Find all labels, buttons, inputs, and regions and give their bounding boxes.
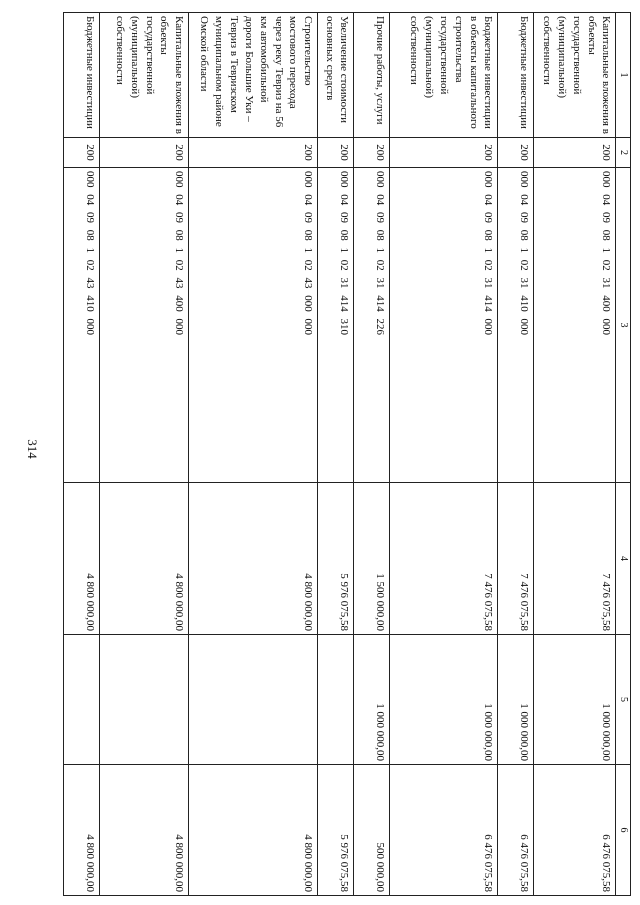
column-header: 1	[616, 13, 631, 138]
row-budget-code: 000 04 09 08 1 02 43 410 000	[64, 168, 100, 483]
row-code-200: 200	[189, 138, 318, 168]
header-row	[616, 13, 631, 896]
table-row	[318, 13, 354, 896]
row-value-4: 5 976 075,58	[318, 483, 354, 635]
row-budget-code: 000 04 09 08 1 02 43 000 000	[189, 168, 318, 483]
row-value-4: 7 476 075,58	[389, 483, 497, 635]
row-name: Бюджетные инвестиции в объекты капитального строительства государственной (муниципальной) собственности	[389, 13, 497, 138]
row-name: Бюджетные инвестиции	[498, 13, 533, 138]
row-code-200: 200	[533, 138, 616, 168]
row-name: Капитальные вложения в объекты государственной (муниципальной) собственности	[99, 13, 189, 138]
row-budget-code: 000 04 09 08 1 02 43 400 000	[99, 168, 189, 483]
budget-table-container	[63, 12, 631, 895]
column-header: 4	[616, 483, 631, 635]
row-name: Строительство мостового перехода через реку Тевриз на 56 км автомобильной дороги Большие Уки – Тевриз в Тевризском муниципальном районе Омской области	[189, 13, 318, 138]
row-code-200: 200	[354, 138, 389, 168]
column-header: 3	[616, 168, 631, 483]
row-value-5: 1 000 000,00	[533, 635, 616, 765]
row-budget-code: 000 04 09 08 1 02 31 410 000	[498, 168, 533, 483]
column-header: 2	[616, 138, 631, 168]
rotated-table-frame	[63, 12, 631, 895]
row-code-200: 200	[64, 138, 100, 168]
row-value-5: 1 000 000,00	[389, 635, 497, 765]
table-row	[99, 13, 189, 896]
row-value-4: 4 800 000,00	[189, 483, 318, 635]
row-value-6: 4 800 000,00	[64, 765, 100, 896]
row-value-4: 7 476 075,58	[498, 483, 533, 635]
budget-table	[63, 12, 631, 896]
row-value-6: 6 476 075,58	[389, 765, 497, 896]
table-row	[64, 13, 100, 896]
table-row	[189, 13, 318, 896]
row-value-5	[64, 635, 100, 765]
row-name: Увеличение стоимости основных средств	[318, 13, 354, 138]
row-code-200: 200	[99, 138, 189, 168]
row-value-4: 1 500 000,00	[354, 483, 389, 635]
table-row	[533, 13, 616, 896]
table-row	[389, 13, 497, 896]
row-value-6: 4 800 000,00	[99, 765, 189, 896]
row-name: Капитальные вложения в объекты государственной (муниципальной) собственности	[533, 13, 616, 138]
row-code-200: 200	[389, 138, 497, 168]
row-name: Прочие работы, услуги	[354, 13, 389, 138]
row-value-6: 5 976 075,58	[318, 765, 354, 896]
row-value-6: 6 476 075,58	[533, 765, 616, 896]
row-value-5	[189, 635, 318, 765]
row-budget-code: 000 04 09 08 1 02 31 414 310	[318, 168, 354, 483]
row-value-4: 4 800 000,00	[99, 483, 189, 635]
table-row	[354, 13, 389, 896]
row-value-6: 500 000,00	[354, 765, 389, 896]
row-budget-code: 000 04 09 08 1 02 31 414 000	[389, 168, 497, 483]
row-value-6: 4 800 000,00	[189, 765, 318, 896]
column-header: 5	[616, 635, 631, 765]
row-value-5	[99, 635, 189, 765]
table-row	[498, 13, 533, 896]
row-value-4: 4 800 000,00	[64, 483, 100, 635]
row-code-200: 200	[318, 138, 354, 168]
row-value-5: 1 000 000,00	[354, 635, 389, 765]
page-number: 314	[24, 439, 40, 459]
row-value-6: 6 476 075,58	[498, 765, 533, 896]
row-value-5: 1 000 000,00	[498, 635, 533, 765]
row-name: Бюджетные инвестиции	[64, 13, 100, 138]
row-code-200: 200	[498, 138, 533, 168]
column-header: 6	[616, 765, 631, 896]
row-value-5	[318, 635, 354, 765]
row-budget-code: 000 04 09 08 1 02 31 414 226	[354, 168, 389, 483]
row-value-4: 7 476 075,58	[533, 483, 616, 635]
row-budget-code: 000 04 09 08 1 02 31 400 000	[533, 168, 616, 483]
